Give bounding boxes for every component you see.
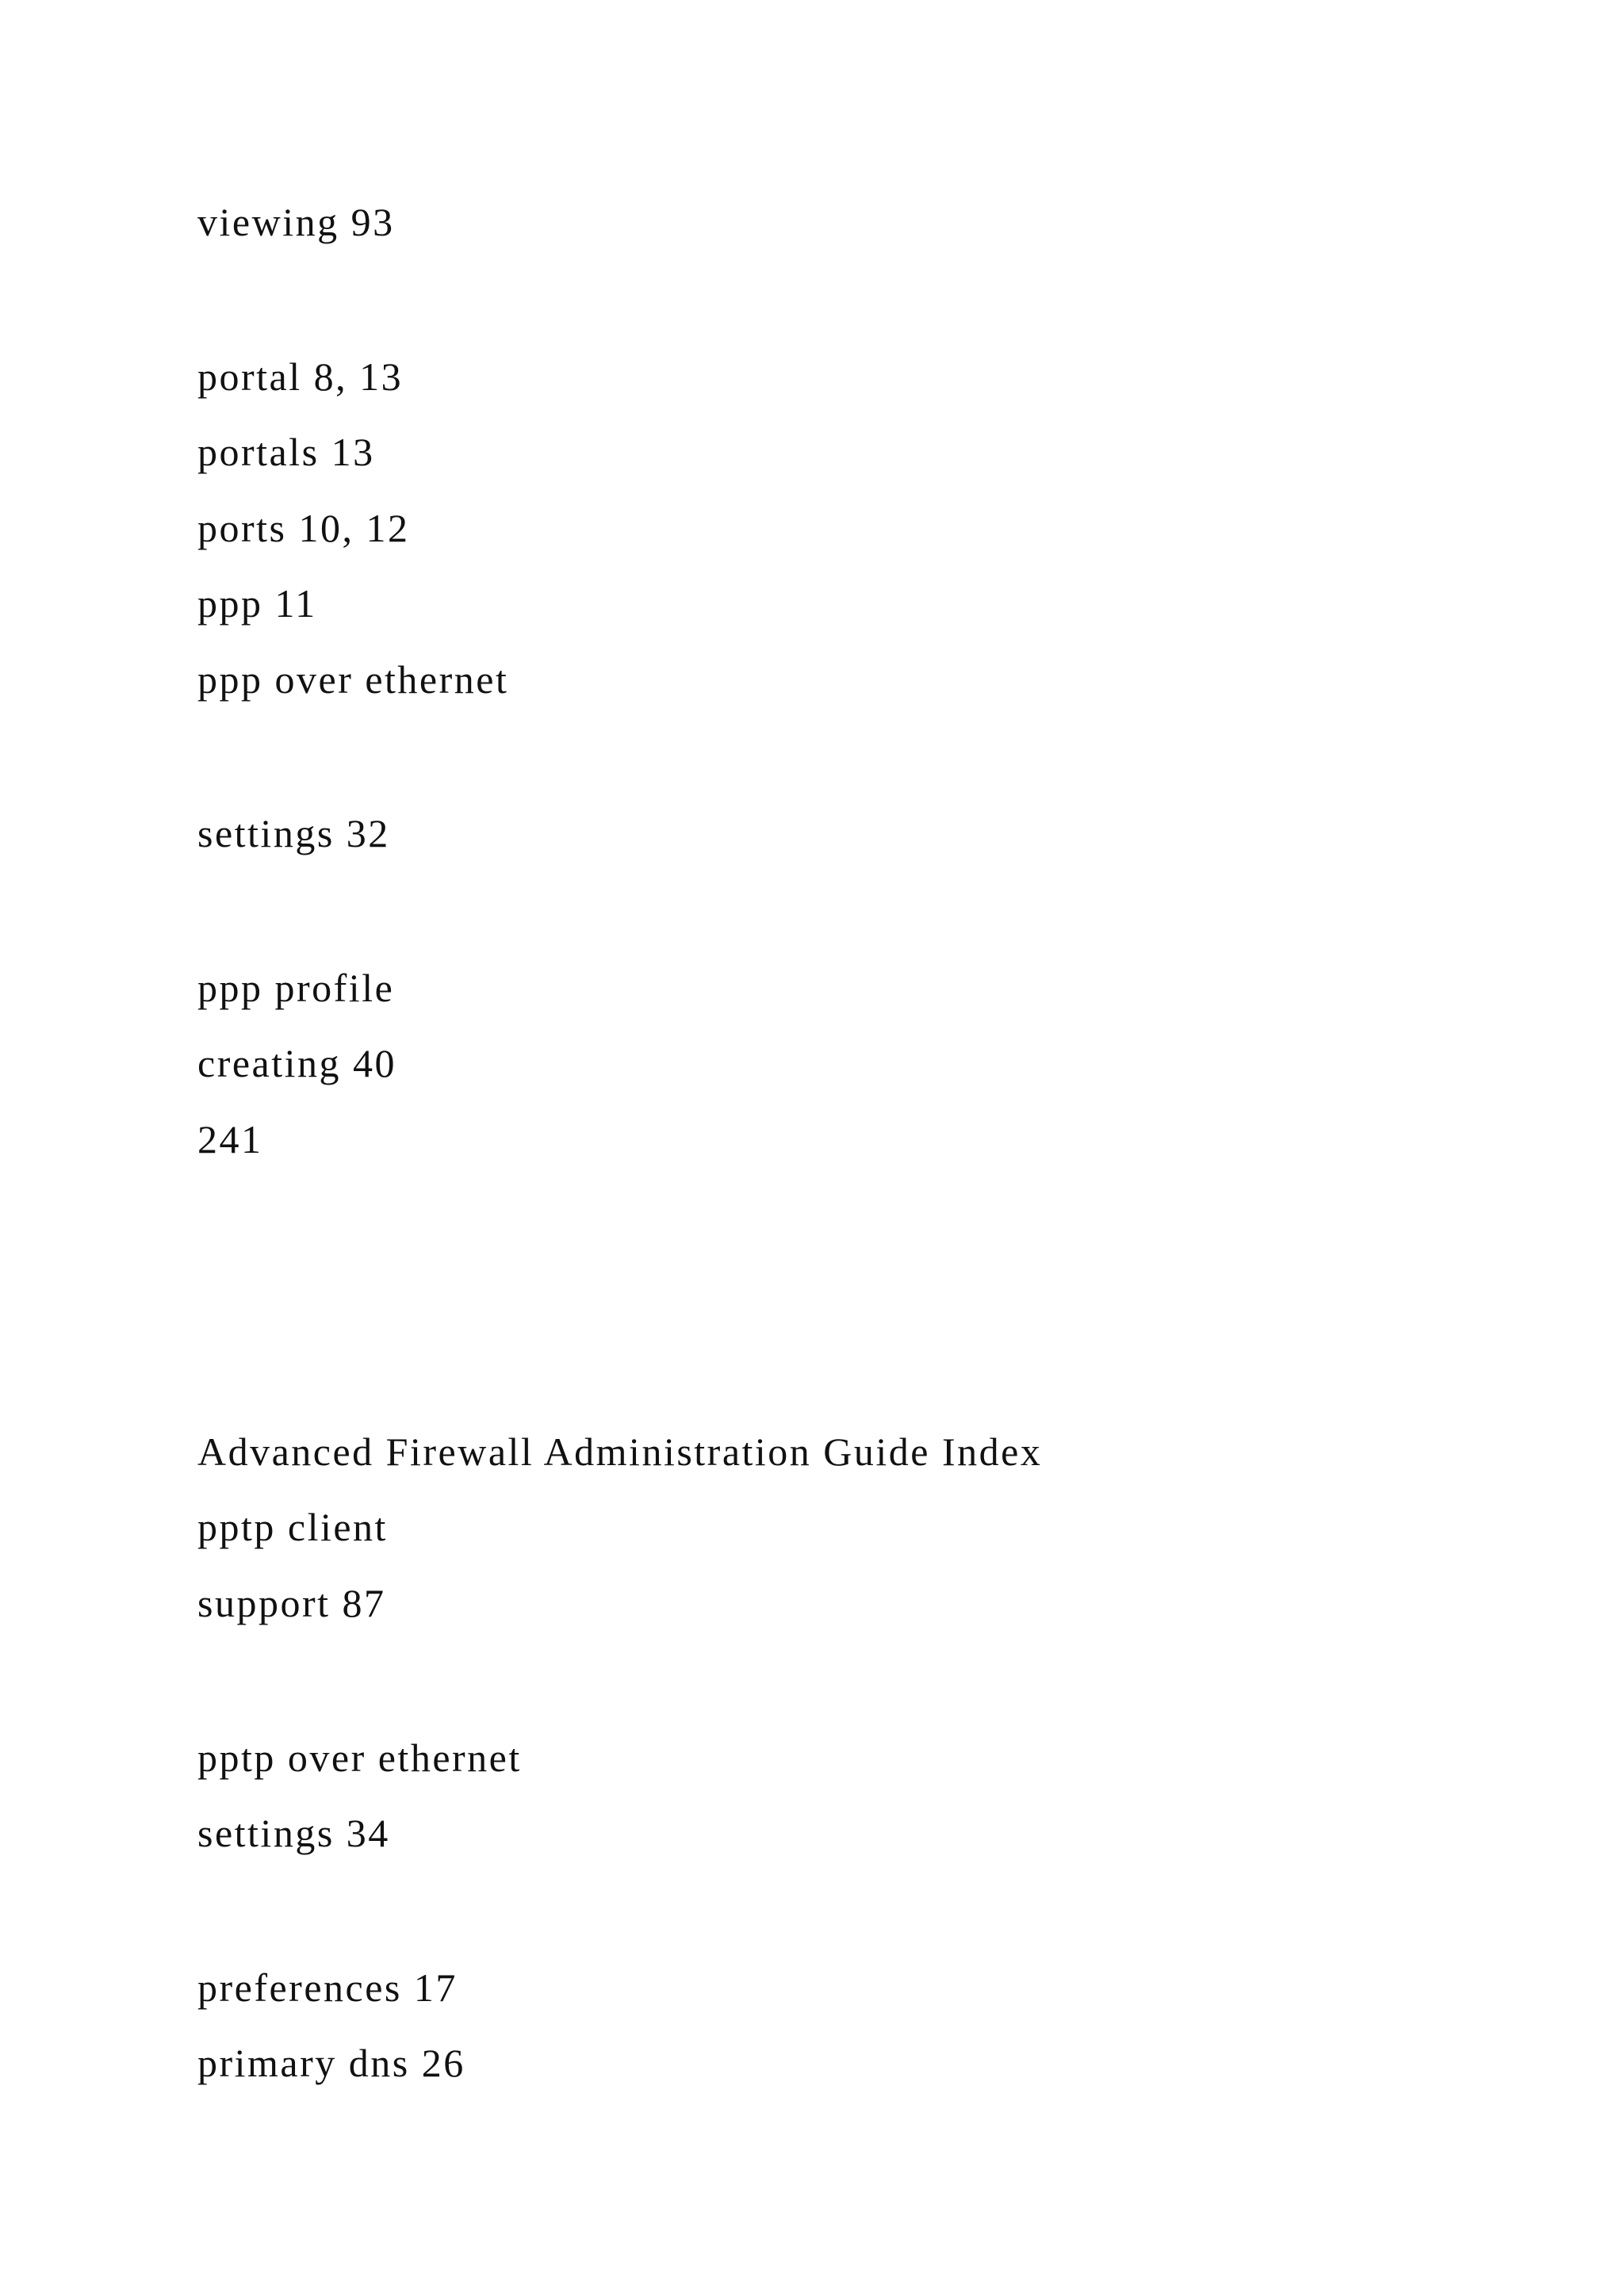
- index-entry-viewing: viewing 93: [197, 200, 395, 244]
- index-subentry-settings: settings 34: [197, 1811, 390, 1855]
- page-number: 241: [197, 1117, 263, 1161]
- index-entry-ppp-profile: ppp profile: [197, 966, 395, 1010]
- index-subentry-settings: settings 32: [197, 811, 390, 855]
- index-entry-ppp-over-ethernet: ppp over ethernet: [197, 657, 509, 702]
- index-entry-ports: ports 10, 12: [197, 506, 410, 550]
- index-subentry-support: support 87: [197, 1581, 386, 1625]
- index-entry-primary-dns: primary dns 26: [197, 2041, 465, 2085]
- index-entry-pptp-over-ethernet: pptp over ethernet: [197, 1735, 522, 1780]
- index-entry-pptp-client: pptp client: [197, 1505, 388, 1549]
- index-entry-ppp: ppp 11: [197, 581, 317, 626]
- index-entry-portals: portals 13: [197, 430, 375, 474]
- index-entry-preferences: preferences 17: [197, 1965, 458, 2010]
- running-header: Advanced Firewall Administration Guide Index: [197, 1429, 1043, 1474]
- index-entry-portal: portal 8, 13: [197, 354, 404, 399]
- index-subentry-creating: creating 40: [197, 1041, 397, 1085]
